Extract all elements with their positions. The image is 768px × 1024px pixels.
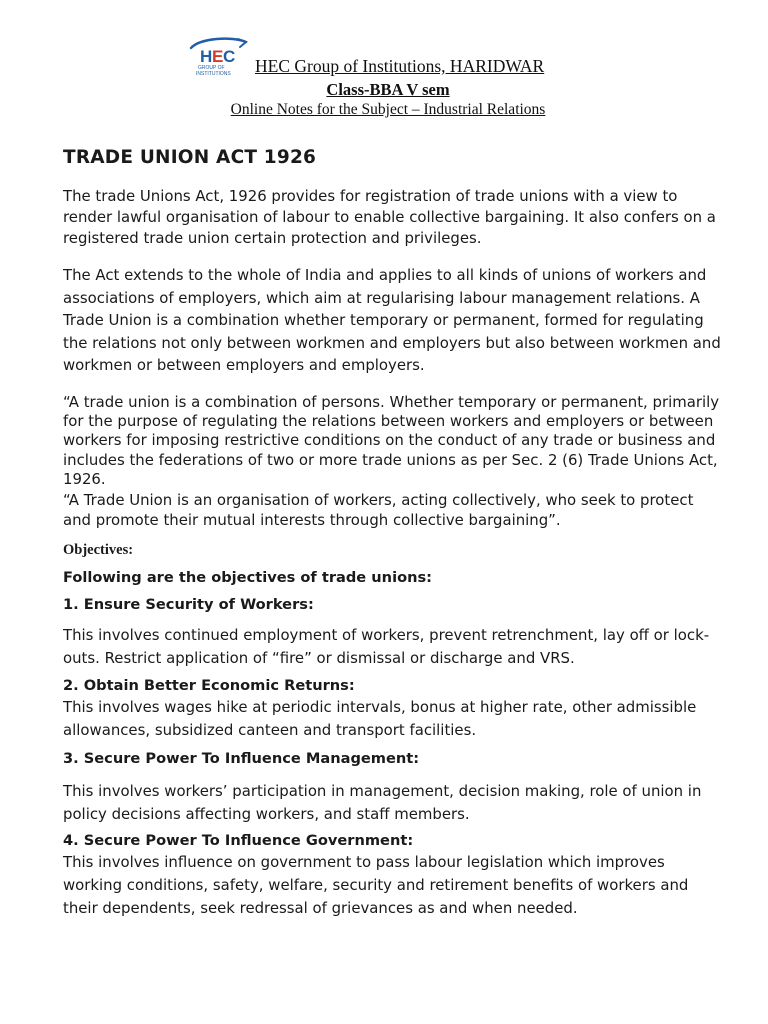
- svg-text:C: C: [223, 47, 235, 66]
- objective-text-4: This involves influence on government to pass labour legislation which improves working conditions, safety, welfare, security and retirement benefits of workers and their dependents, seek redressal of grievances as and when needed.: [63, 852, 689, 917]
- objective-heading-4: 4. Secure Power To Influence Government:: [63, 831, 414, 849]
- hec-logo: [188, 36, 254, 78]
- svg-text:INSTITUTIONS: INSTITUTIONS: [196, 71, 231, 77]
- objectives-lead: Following are the objectives of trade unions:: [63, 568, 433, 586]
- document-title: TRADE UNION ACT 1926: [63, 147, 317, 168]
- subject-line: Online Notes for the Subject – Industrial Relations: [230, 101, 546, 118]
- definition-quote-paragraph: “A Trade Union is an organisation of workers, acting collectively, who seek to protect and promote their mutual interests through collective bargaining”.: [63, 490, 694, 529]
- institution-name: HEC Group of Institutions, HARIDWAR: [255, 56, 545, 76]
- objective-heading-1: 1. Ensure Security of Workers:: [63, 595, 314, 613]
- svg-text:GROUP OF: GROUP OF: [198, 65, 225, 71]
- objective-text-2: This involves wages hike at periodic intervals, bonus at higher rate, other admissible allowances, subsidized canteen and transport facilities.: [63, 697, 697, 739]
- document-body: [63, 146, 725, 920]
- definition-paragraph: “A trade union is a combination of persons. Whether temporary or permanent, primarily for the purpose of regulating the relations between workers and employers or between workers for imposing restrictive conditions on the conduct of any trade or business and includes the federations of two or more trade unions as per Sec. 2 (6) Trade Unions Act, 1926.: [63, 392, 720, 489]
- objective-heading-2: 2. Obtain Better Economic Returns:: [63, 676, 355, 694]
- objective-text-3: This involves workers’ participation in management, decision making, role of union in policy decisions affecting workers, and staff members.: [63, 781, 702, 823]
- class-line: Class-BBA V sem: [326, 80, 450, 99]
- svg-text:H: H: [200, 47, 212, 66]
- intro-paragraph: The trade Unions Act, 1926 provides for registration of trade unions with a view to render lawful organisation of labour to enable collective bargaining. It also confers on a registered trade union certain protection and privileges.: [63, 187, 716, 247]
- objective-text-1: This involves continued employment of workers, prevent retrenchment, lay off or lock-outs. Restrict application of “fire” or dismissal or discharge and VRS.: [63, 625, 710, 667]
- objective-heading-3: 3. Secure Power To Influence Management:: [63, 749, 420, 767]
- svg-text:E: E: [212, 47, 223, 66]
- hec-logo-graphic: [188, 36, 254, 78]
- scope-paragraph: The Act extends to the whole of India and applies to all kinds of unions of workers and associations of employers, which aim at regularising labour management relations. A Trade Union is a combination whether temporary or permanent, formed for regulating the relations not only between workmen and employers but also between workmen and workmen or between employers and employers.: [63, 266, 721, 374]
- objectives-label: Objectives:: [63, 541, 134, 558]
